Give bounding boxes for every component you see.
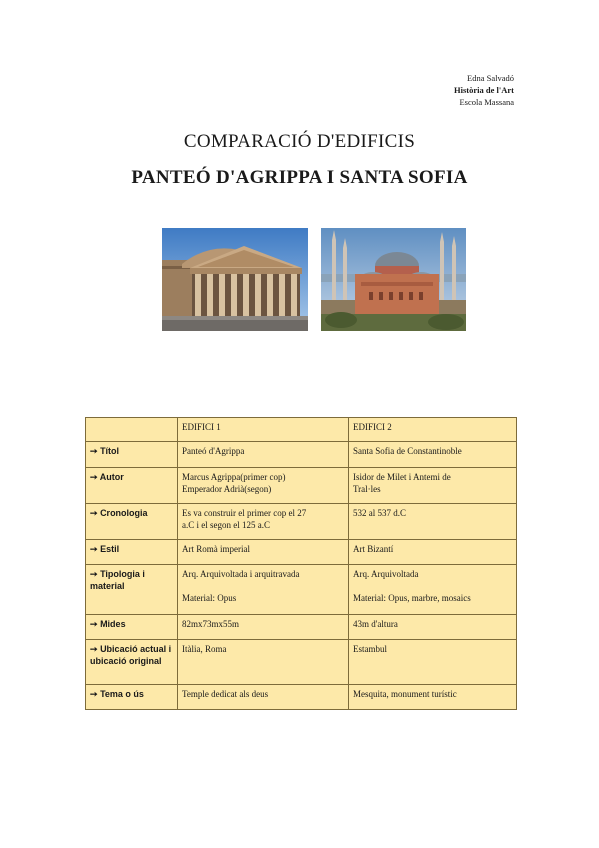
- row-label-text: Estil: [100, 544, 120, 554]
- row-label-text: Ubicació actual i ubicació original: [90, 644, 172, 666]
- table-row: [86, 442, 517, 468]
- cell-text-line: Estambul: [353, 644, 387, 654]
- school-name: Escola Massana: [459, 97, 514, 107]
- cell-text-line: Mesquita, monument turístic: [353, 689, 457, 699]
- row-label: [86, 504, 178, 540]
- cell-text-line: Panteó d'Agrippa: [182, 446, 245, 456]
- cell-text-line: Art Romà imperial: [182, 544, 250, 554]
- cell-text-line: 82mx73mx55m: [182, 619, 240, 629]
- cell-text-line: Arq. Arquivoltada: [353, 569, 419, 579]
- cell-text-line: Arq. Arquivoltada i arquitravada: [182, 569, 300, 579]
- arrow-icon: ➙: [90, 619, 98, 629]
- edifici-2-cell: [349, 540, 517, 565]
- edifici-1-cell: [178, 468, 349, 504]
- author-name: Edna Salvadó: [467, 73, 514, 83]
- arrow-icon: ➙: [90, 644, 98, 654]
- table-row: [86, 504, 517, 540]
- row-label: [86, 615, 178, 640]
- cell-text-line: [182, 580, 344, 592]
- course-name: Història de l'Art: [454, 85, 514, 95]
- edifici-1-cell: [178, 504, 349, 540]
- cell-text-line: Marcus Agrippa(primer cop): [182, 472, 286, 482]
- table-row: [86, 540, 517, 565]
- edifici-1-cell: [178, 640, 349, 685]
- edifici-2-cell: [349, 468, 517, 504]
- cell-text-line: Material: Opus, marbre, mosaics: [353, 593, 471, 603]
- comparison-table: [85, 417, 517, 710]
- edifici-1-cell: [178, 685, 349, 710]
- row-label: [86, 685, 178, 710]
- row-label: [86, 640, 178, 685]
- header-cell-edifici-2: EDIFICI 2: [349, 418, 517, 442]
- arrow-icon: ➙: [90, 446, 98, 456]
- cell-text-line: Isidor de Milet i Antemi de: [353, 472, 451, 482]
- cell-text-line: Itàlia, Roma: [182, 644, 227, 654]
- row-label: [86, 442, 178, 468]
- table-row: [86, 565, 517, 615]
- edifici-2-cell: [349, 565, 517, 615]
- edifici-2-cell: [349, 504, 517, 540]
- row-label-text: Autor: [99, 472, 124, 482]
- arrow-icon: ➙: [90, 689, 98, 699]
- edifici-2-cell: [349, 685, 517, 710]
- table-row: [86, 468, 517, 504]
- cell-text-line: [353, 580, 512, 592]
- pantheon-photo: [162, 228, 308, 331]
- arrow-icon: ➙: [90, 544, 98, 554]
- cell-text-line: Art Bizantí: [353, 544, 394, 554]
- cell-text-line: Es va construir el primer cop el 27: [182, 508, 307, 518]
- cell-text-line: 532 al 537 d.C: [353, 508, 406, 518]
- row-label: [86, 540, 178, 565]
- arrow-icon: ➙: [90, 508, 98, 518]
- cell-text-line: Emperador Adrià(segon): [182, 484, 272, 494]
- cell-text-line: Material: Opus: [182, 593, 237, 603]
- edifici-1-cell: [178, 615, 349, 640]
- author-block: [454, 72, 514, 108]
- row-label-text: Mides: [100, 619, 126, 629]
- page-subtitle: PANTEÓ D'AGRIPPA I SANTA SOFIA: [131, 167, 468, 188]
- table-row: [86, 640, 517, 685]
- header-cell-edifici-1: EDIFICI 1: [178, 418, 349, 442]
- cell-text-line: 43m d'altura: [353, 619, 398, 629]
- row-label-text: Títol: [100, 446, 120, 456]
- cell-text-line: a.C i el segon el 125 a.C: [182, 520, 270, 530]
- edifici-1-cell: [178, 565, 349, 615]
- row-label-text: Tema o ús: [100, 689, 144, 699]
- table-row: [86, 685, 517, 710]
- row-label-text: Tipologia i material: [90, 569, 145, 591]
- cell-text-line: Tral·les: [353, 484, 381, 494]
- arrow-icon: ➙: [90, 472, 98, 482]
- edifici-2-cell: [349, 442, 517, 468]
- row-label-text: Cronologia: [100, 508, 148, 518]
- header-cell-empty: [86, 418, 178, 442]
- row-label: [86, 468, 178, 504]
- table-row: [86, 615, 517, 640]
- cell-text-line: Temple dedicat als deus: [182, 689, 269, 699]
- arrow-icon: ➙: [90, 569, 98, 579]
- row-label: [86, 565, 178, 615]
- edifici-1-cell: [178, 442, 349, 468]
- hagia-sophia-photo: [321, 228, 466, 331]
- edifici-2-cell: [349, 615, 517, 640]
- cell-text-line: Santa Sofia de Constantinoble: [353, 446, 462, 456]
- edifici-1-cell: [178, 540, 349, 565]
- table-header-row: [86, 418, 517, 442]
- page-title: COMPARACIÓ D'EDIFICIS: [183, 131, 416, 152]
- edifici-2-cell: [349, 640, 517, 685]
